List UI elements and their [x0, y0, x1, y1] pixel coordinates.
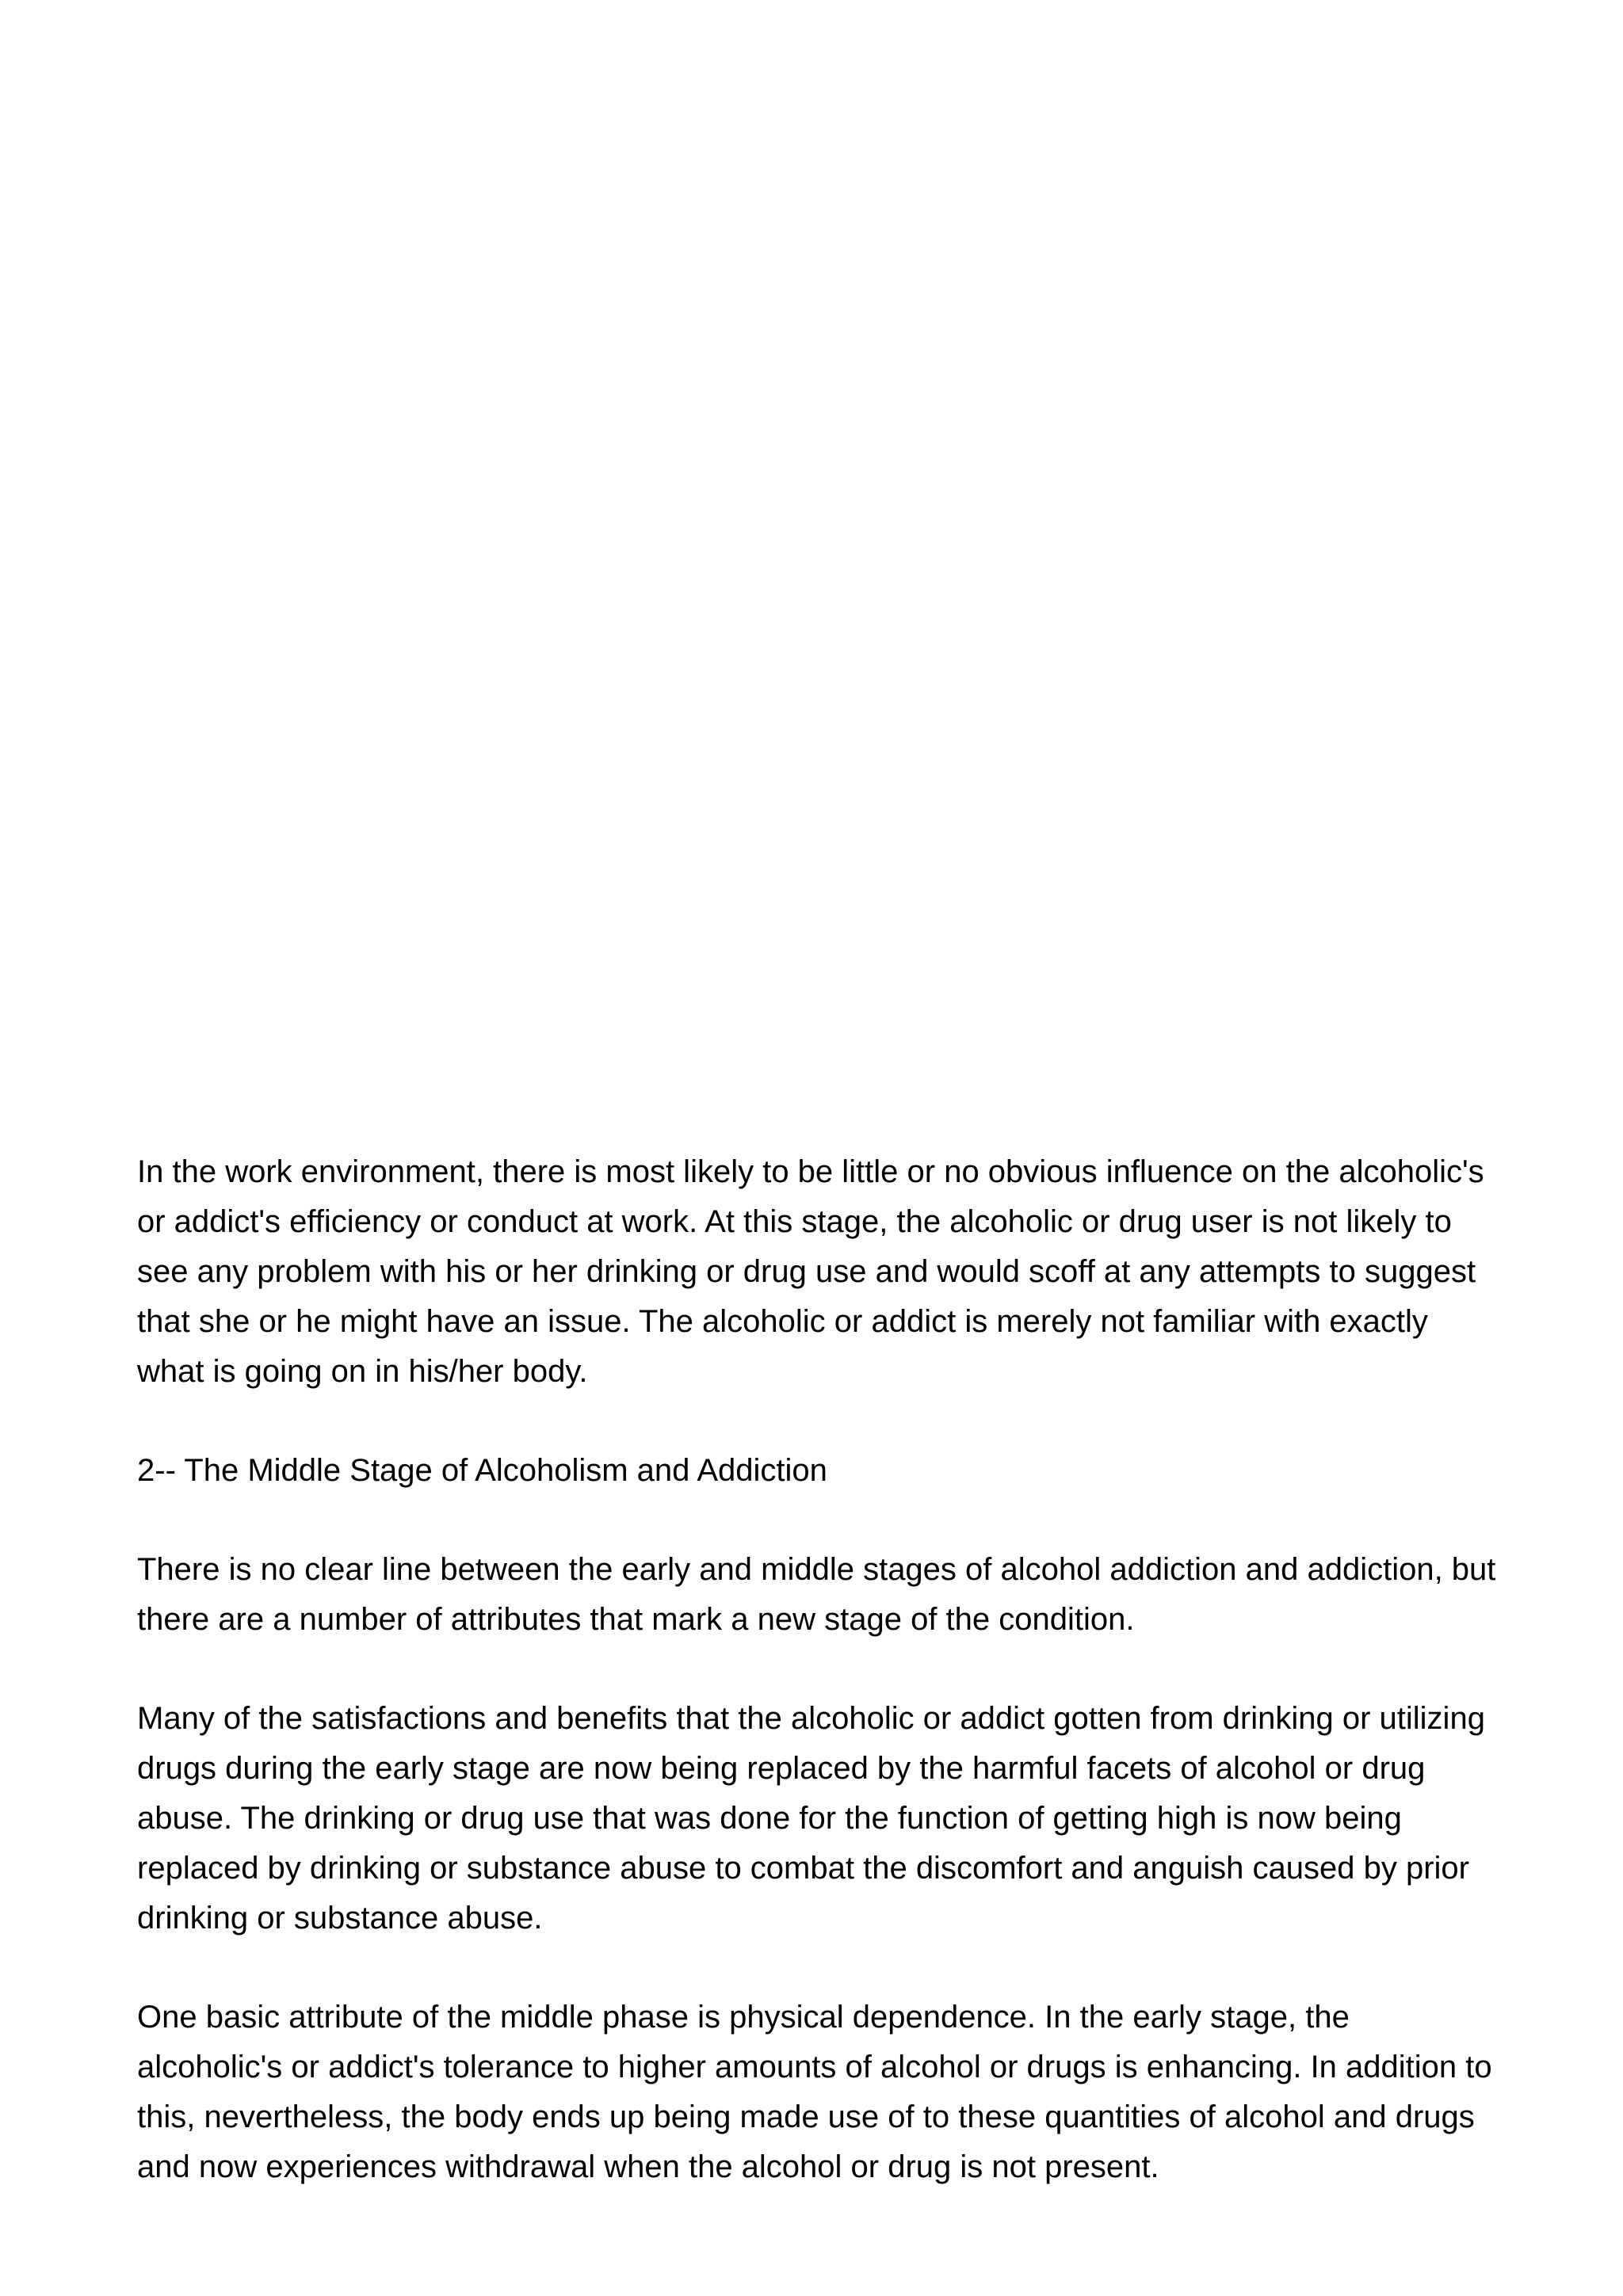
paragraph-physical-dependence: One basic attribute of the middle phase is physical dependence. In the early stage, the alcoholic's or addict's tolerance to higher amounts of alcohol or drugs is enhancing. In addition to this, nevertheless, the body ends up being made use of to these quantities of alcohol and drugs and now experiences withdrawal when the alcohol or drug is not present. [137, 2000, 1492, 2184]
document-body [137, 1147, 1500, 2192]
section-heading-middle-stage: 2-- The Middle Stage of Alcoholism and Addiction [137, 1453, 827, 1488]
paragraph-no-clear-line: There is no clear line between the early and middle stages of alcohol addiction and addiction, but there are a number of attributes that mark a new stage of the condition. [137, 1552, 1496, 1637]
paragraph-work-environment: In the work environment, there is most likely to be little or no obvious influence on the alcoholic's or addict's efficiency or conduct at work. At this stage, the alcoholic or drug user is not likely to see any problem with his or her drinking or drug use and would scoff at any attempts to suggest that she or he might have an issue. The alcoholic or addict is merely not familiar with exactly what is going on in his/her body. [137, 1154, 1484, 1389]
paragraph-satisfactions: Many of the satisfactions and benefits that the alcoholic or addict gotten from drinking or utilizing drugs during the early stage are now being replaced by the harmful facets of alcohol or drug abuse. The drinking or drug use that was done for the function of getting high is now being replaced by drinking or substance abuse to combat the discomfort and anguish caused by prior drinking or substance abuse. [137, 1701, 1485, 1936]
